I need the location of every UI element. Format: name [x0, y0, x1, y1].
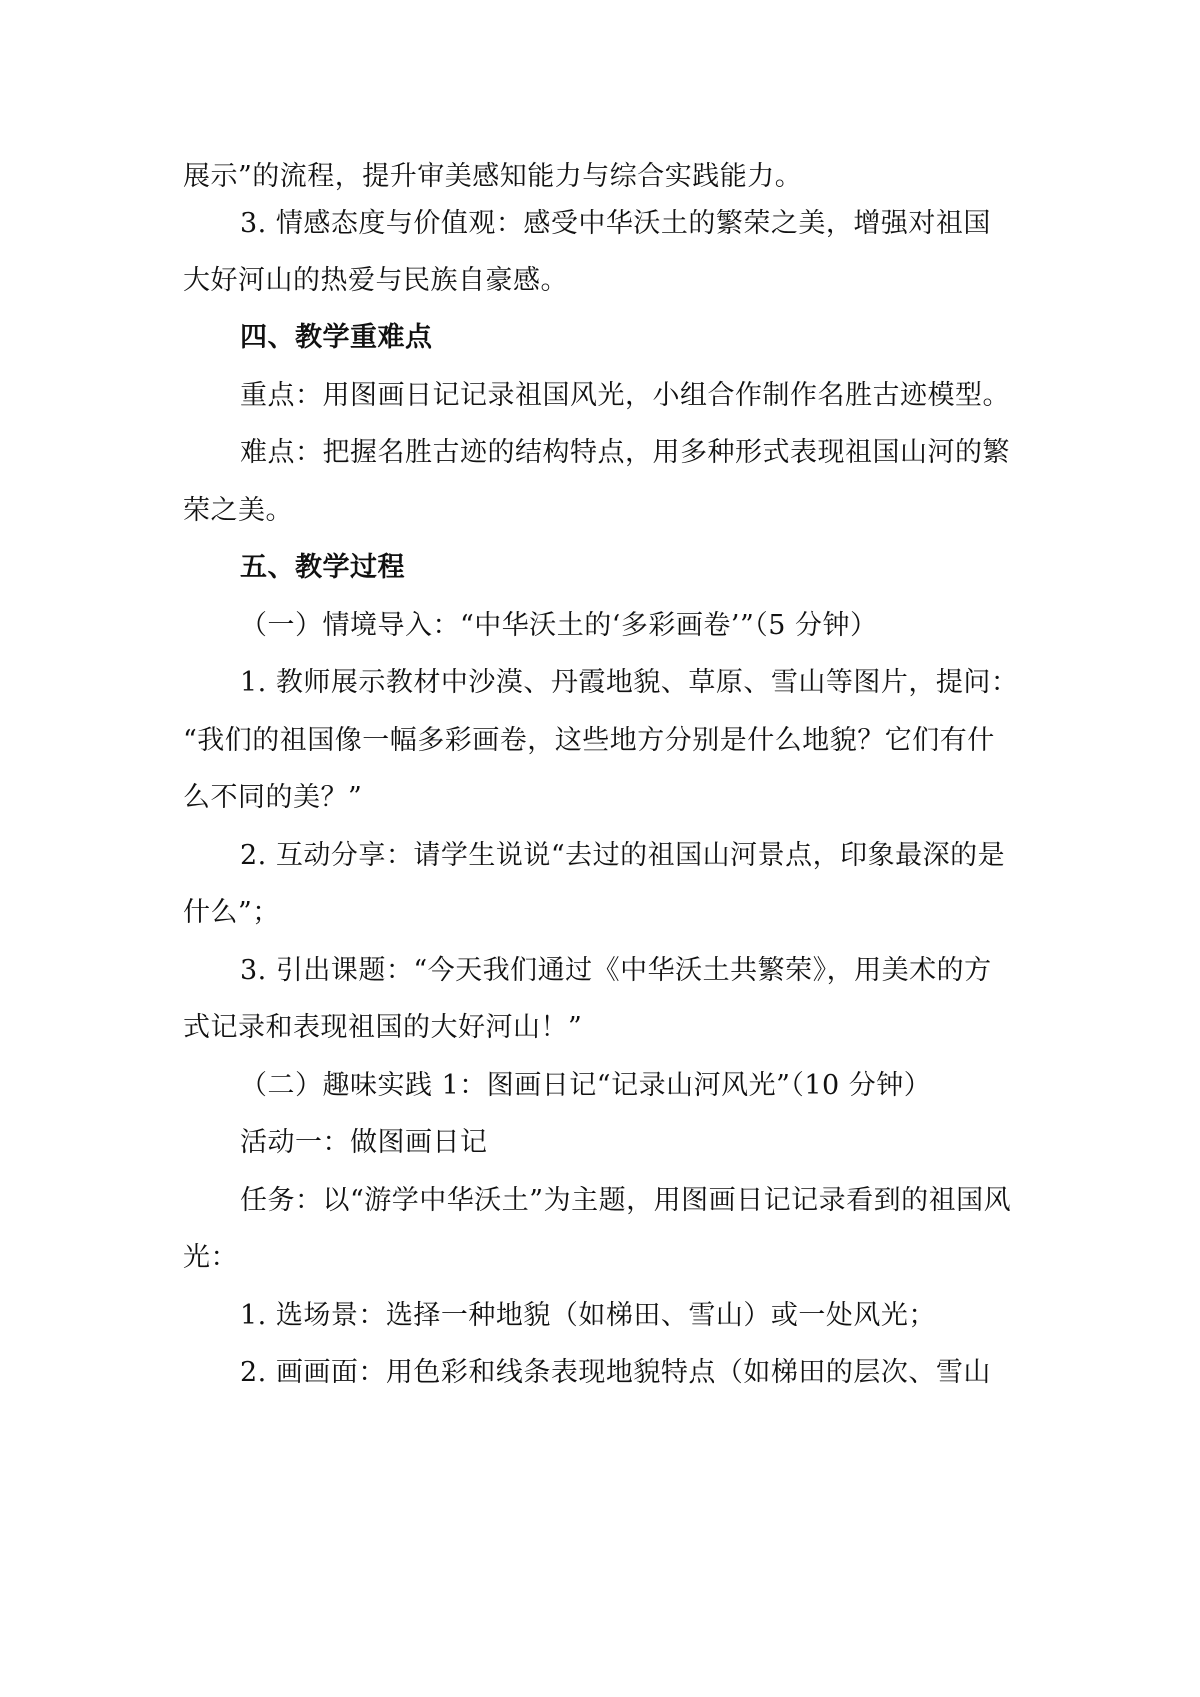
- paragraph-line: 2. 画画面：用色彩和线条表现地貌特点（如梯田的层次、雪山: [240, 1357, 991, 1388]
- paragraph-line: 荣之美。: [183, 495, 293, 526]
- paragraph-line: 3. 情感态度与价值观：感受中华沃土的繁荣之美，增强对祖国: [240, 208, 991, 239]
- paragraph-line: 大好河山的热爱与民族自豪感。: [183, 265, 568, 296]
- subsection-heading: （一）情境导入：“中华沃土的‘多彩画卷’”（5 分钟）: [240, 610, 878, 641]
- paragraph-line: 活动一：做图画日记: [240, 1127, 488, 1158]
- paragraph-line: 2. 互动分享：请学生说说“去过的祖国山河景点，印象最深的是: [240, 840, 1006, 871]
- paragraph-line: 展示”的流程，提升审美感知能力与综合实践能力。: [183, 161, 803, 192]
- paragraph-line: 3. 引出课题：“今天我们通过《中华沃土共繁荣》，用美术的方: [240, 955, 992, 986]
- paragraph-line: 1. 选场景：选择一种地貌（如梯田、雪山）或一处风光；: [240, 1300, 936, 1331]
- paragraph-line: 1. 教师展示教材中沙漠、丹霞地貌、草原、雪山等图片，提问：: [240, 667, 1019, 698]
- paragraph-line: 难点：把握名胜古迹的结构特点，用多种形式表现祖国山河的繁: [240, 437, 1010, 468]
- paragraph-line: 什么”；: [183, 897, 280, 928]
- paragraph-line: 重点：用图画日记记录祖国风光，小组合作制作名胜古迹模型。: [240, 380, 1010, 411]
- paragraph-line: 任务：以“游学中华沃土”为主题，用图画日记记录看到的祖国风: [240, 1185, 1012, 1216]
- paragraph-line: 式记录和表现祖国的大好河山！”: [183, 1012, 583, 1043]
- paragraph-line: 么不同的美？”: [183, 782, 363, 813]
- paragraph-line: “我们的祖国像一幅多彩画卷，这些地方分别是什么地貌？它们有什: [183, 725, 995, 756]
- paragraph-line: 光：: [183, 1242, 238, 1273]
- section-heading: 四、教学重难点: [240, 322, 433, 353]
- subsection-heading: （二）趣味实践 1：图画日记“记录山河风光”（10 分钟）: [240, 1070, 932, 1101]
- section-heading: 五、教学过程: [240, 552, 405, 583]
